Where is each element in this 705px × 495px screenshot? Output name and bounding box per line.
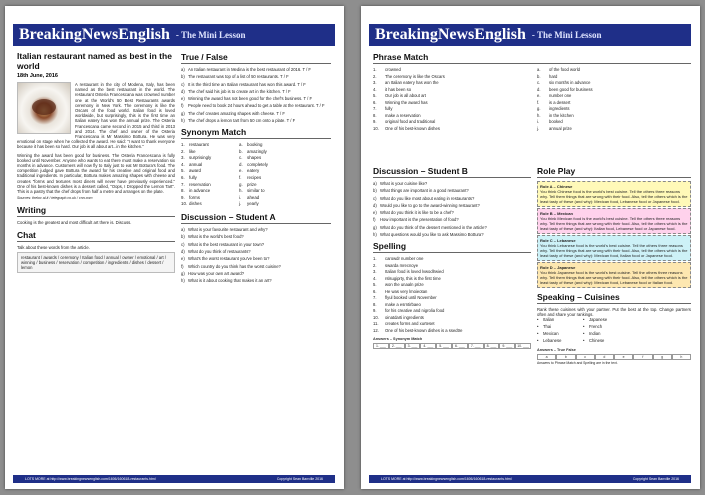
phrase-match-text: original food and traditional [385,119,436,124]
discB-item [373,181,531,186]
synonym-right-letter: d. [239,161,243,167]
discA-item-text: What do you think of restaurants? [188,248,251,254]
cuisine-item: Thai [543,324,552,330]
tf-item-number: b) [181,74,185,80]
discussion-b-list [373,181,531,237]
synonym-left-word: restaurant [189,142,209,148]
tf-item-text: The chef drops a lemon tart from 50 cm onto a plate. T / F [188,118,296,124]
phrase-match-text: six months in advance [549,80,591,85]
discA-item-number: d) [181,248,185,254]
discA-item [181,278,331,283]
discB-item-number: e) [373,210,377,216]
synonym-right-word: recipes [247,175,262,181]
synonym-right-word: eatery [247,168,260,174]
discA-item [181,249,331,254]
phrase-match-heading: Phrase Match [373,52,691,64]
cuisine-item: Chinese [589,337,605,343]
role-card-title: Role C – Lebanese [540,238,576,243]
synonym-right-letter: j. [239,201,242,207]
synonym-left-number: 3. [181,155,185,161]
phrase-match-text: is a dessert [549,99,571,105]
cuisine-bullet: • [537,337,539,343]
spelling-number: 4. [373,275,377,281]
spelling-text: creates forms and xurteset [385,321,435,327]
phrase-match-text: an Italian eatery has won the [385,80,439,85]
synonym-left-number: 9. [181,194,185,200]
phrase-match-right-item [537,126,687,133]
discB-item-number: f) [373,217,376,223]
phrase-match-text: hard [549,73,558,79]
tf-answer-cell: a [537,354,556,360]
phrase-match-number: c. [537,80,541,85]
discB-item-number: h) [373,232,377,238]
chat-heading: Chat [17,230,175,242]
phrase-match-number: j. [537,125,540,131]
cuisine-item: Japanese [589,317,608,323]
spelling-text: swarda mrecnoye [385,262,419,268]
tf-item [181,96,331,101]
tf-item [181,118,331,123]
spelling-number: 9. [373,308,377,314]
tf-item-text: It is the third time an Italian restaurant has won this award. T / F [188,81,306,87]
discB-item-text: What do you think it is like to be a chef? [380,210,454,216]
phrase-match-number: 7. [373,106,377,111]
tf-item-number: h) [181,118,185,124]
tf-item-number: f) [181,103,184,109]
tf-item-text: An Italian restaurant in Medina is the best restaurant of 2016. T / F [188,67,311,72]
cuisine-bullet: • [583,317,585,323]
tf-item [181,111,331,116]
discA-item-text: What is your favourite restaurant and why? [188,227,268,233]
speaking-heading: Speaking – Cuisines [537,292,691,304]
worksheet-page-2 [361,6,700,489]
phrase-match-number: a. [537,67,541,72]
cuisine-bullet: • [537,324,539,330]
synonym-left-number: 1. [181,142,185,148]
phrase-match-text: booked [549,119,563,124]
article-paragraph-1: A restaurant in the city of Modena, Italy, has been named as the best restaurant in the world. The restaurant Osteria Francescana was crowned number one at the World's 50 Best Restaurants awards ceremony in New York. The ceremony is like the Oscars of the food world. Italian food is loved worldwide, but surprisingly, this is the first time an Italian eatery has won the annual prize. The Osteria Francescana came second in 2015 and third in 2013 and 2014. The chef and owner of the Osteria Francescana is Mr Massimo Bottura. He was very emotional on stage when he collected the award. He said: "I want to thank everyone because it has been so hard. Our job is all about art...in the kitchen." [17,82,175,150]
phrase-match-number: d. [537,86,541,92]
phrase-match-number: 1. [373,67,377,72]
role-card-title: Role A – Chinese [540,184,573,189]
discussion-a-list [181,227,331,283]
spelling-number: 10. [373,314,379,320]
synonym-right-word: shapes [247,155,262,161]
spelling-text: rslsugiprty, this is the first time [385,275,441,281]
article-sources: Sources: theloc al.it / telegraph.co.uk / cnn.com [17,196,93,201]
synonym-right-word: amazingly [247,148,267,154]
tf-answer-cell: c [576,354,595,360]
phrase-match-text: it has been so [385,86,412,92]
synonym-right-word: ahead [247,194,260,200]
tf-item-text: People need to book 24 hours ahead to get a table at the restaurant. T / F [188,103,325,109]
synonym-left-number: 6. [181,175,185,181]
spelling-text: oinatdarti ingredients [385,314,424,320]
answer-cell: 1. ___ [373,343,389,349]
brand-title: BreakingNewsEnglish [19,26,170,43]
article-column [17,52,175,273]
role-card [537,181,691,207]
roleplay-column [537,166,691,366]
answer-cell: 5. ___ [436,343,452,349]
role-card [537,235,691,261]
synonym-left-word: fully [189,175,197,181]
tf-answer-cell: e [614,354,633,360]
cuisine-item: Italian [543,317,555,323]
synonym-left-word: surprisingly [189,155,212,161]
spelling-list [373,256,531,334]
phrase-match-left [373,67,531,132]
synonym-right-word: completely [247,161,268,167]
discB-item-number: d) [373,202,377,208]
true-false-heading: True / False [181,52,331,64]
synonym-left-number: 2. [181,148,185,154]
footer-link[interactable]: LOTS MORE at http://www.breakingnewsenglish.com/1606/160618-restaurants.html [381,477,512,481]
chat-intro: Talk about these words from the article. [17,244,90,250]
phrase-match-text: fully [385,106,393,111]
spelling-text: for his creative and nigrolia food [385,308,445,314]
synonym-left-word: award [189,168,201,174]
phrase-match-text: of the food world [549,67,580,72]
footer-bar [369,475,691,483]
discB-item-text: What things are important in a good restaurant? [380,188,469,194]
discB-item [373,203,531,208]
cuisine-bullet: • [583,331,585,336]
discA-item-number: e) [181,256,185,262]
synonym-right-word: prize [247,181,257,187]
discA-item [181,227,331,232]
synonym-left-number: 7. [181,181,185,187]
phrase-match-number: 8. [373,112,377,118]
spelling-text: Italian food is loved lvwodlrwied [385,269,444,275]
footer-copyright: Copyright Sean Banville 2016 [632,477,679,481]
header-banner [369,24,691,46]
synonym-right-letter: b. [239,148,243,154]
synonym-right-letter: f. [239,175,242,181]
synonym-left-word: forms [189,194,200,200]
discB-item [373,232,531,237]
discA-item-number: h) [181,278,185,284]
spelling-text: make a esrntirbaeo [385,301,421,307]
synonym-answers-label: Answers – Synonym Match [373,337,423,342]
brand-tagline: - The Mini Lesson [531,30,602,40]
discB-item-number: c) [373,195,377,201]
phrase-match-number: i. [537,119,540,124]
discB-item-text: What is your cuisine like? [380,181,428,186]
phrase-match-text: been good for business [549,86,593,92]
tf-item-number: d) [181,88,185,94]
discA-item [181,264,331,269]
phrase-match-number: 2. [373,73,377,79]
discB-item [373,188,531,193]
phrase-match-number: 5. [373,93,377,98]
cuisine-bullet: • [583,337,585,343]
phrase-match-right [537,67,687,132]
tf-item [181,103,331,108]
synonym-right-letter: h. [239,188,243,194]
answer-cell: 10. ___ [515,343,531,349]
spelling-number: 11. [373,321,379,327]
cuisine-item: Mexican [543,331,559,336]
synonym-left-word: like [189,148,196,154]
synonym-right-letter: c. [239,155,243,161]
tf-item-number: a) [181,67,185,72]
role-card-text: You think Chinese food is the world's best cuisine. Tell the others three reasons why. Tell them things that are wrong with their food. Also, tell the others which is the least tasty of these (and why): Mexican food, Lebanese food or Japanese food. [540,189,688,204]
phrase-match-number: 4. [373,86,377,92]
phrase-match-text: annual prize [549,125,572,131]
discA-item-number: c) [181,241,185,247]
phrase-match-text: make a reservation [385,112,421,118]
writing-prompt: Cooking is the greatest and most difficult art there is. Discuss. [17,220,132,226]
discA-item-number: a) [181,227,185,233]
phrase-match-number: b. [537,73,541,79]
dish-photo [17,82,71,134]
phrase-match-text: The ceremony is like the Oscars [385,73,445,79]
tf-item-number: c) [181,81,185,87]
synonym-left-number: 8. [181,188,185,194]
discB-item-text: What do you think of the dessert mentioned in the article? [380,224,487,230]
cuisine-bullet: • [537,331,539,336]
phrase-match-number: 3. [373,80,377,85]
article-date: 18th June, 2016 [17,73,58,79]
synonym-answers-row [373,343,531,349]
phrase-match-text: number one [549,93,572,98]
discB-item [373,196,531,201]
discB-item-text: How important is the presentation of food? [380,217,459,223]
synonym-right-word: yearly [247,201,259,207]
discB-item-text: What do you like most about eating in restaurants? [380,195,475,201]
discB-item-text: What questions would you like to ask Massimo Bottura? [380,232,484,238]
brand-title: BreakingNewsEnglish [375,26,526,43]
synonym-right-letter: g. [239,181,243,187]
discB-item [373,217,531,222]
role-card [537,262,691,288]
phrase-match-text: Our job is all about art [385,93,426,98]
synonym-right-letter: e. [239,168,243,174]
discussion-a-heading: Discussion – Student A [181,212,331,224]
discA-item [181,256,331,261]
discA-item-text: What is the world's best food? [188,234,244,240]
answer-cell: 7. ___ [468,343,484,349]
spelling-number: 7. [373,295,377,301]
phrase-match-text: Winning the award has [385,99,428,105]
tf-answer-cell: f [633,354,652,360]
discA-item-text: What's the worst restaurant you've been to? [188,256,270,262]
footer-link[interactable]: LOTS MORE at http://www.breakingnewsenglish.com/1606/160618-restaurants.html [25,477,156,481]
answer-cell: 6. ___ [452,343,468,349]
synonym-left-word: dishes [189,201,202,207]
cuisine-bullet: • [537,317,539,323]
role-card-text: You think Japanese food is the world's best cuisine. Tell the others three reasons why. Tell them things that are wrong with their food. Also, tell the others which is the least tasty of these (and why): Mexican food, Lebanese food or Italian food. [540,270,688,285]
discA-item-number: g) [181,270,185,276]
role-card [537,208,691,234]
synonym-left-number: 5. [181,168,185,174]
article-paragraph-2: Winning the award has been good for business. The Osteria Francescana is fully booked until November. Anyone who wants to eat there must make a reservation six months in advance. Customers will now fly to Italy just to eat Mr Bottura's food. The competition judged gave Bottura the award for his creative and original food and traditional ingredients. In particular, Bottura makes amazing shapes with cheese and creates "forms and textures most diners will never have previously experienced." One of his best-known dishes is a dessert called, "Oops, I Dropped the Lemon Tart". This is a pastry that the chef drops from half a metre and arranges on the plate. [17,152,175,195]
true-false-list [181,67,331,123]
footer-copyright: Copyright Sean Banville 2016 [276,477,323,481]
tf-item-text: Winning the award has not been good for the chef's business. T / F [188,96,313,102]
speaking-intro: Rank these cuisines with your partner. Put the best at the top. Change partners often and share your rankings. [537,307,691,318]
synonym-right-letter: i. [239,194,242,200]
tf-answers-label: Answers – True False [537,347,576,352]
article-body [17,82,175,150]
writing-heading: Writing [17,205,175,217]
role-card-title: Role B – Mexican [540,211,573,216]
spelling-number: 8. [373,301,377,307]
tf-item-text: The chef creates amazing shapes with cheese. T / F [188,110,285,116]
cuisine-item: Lebanese [543,337,562,343]
article-title: Italian restaurant named as best in the world [17,51,172,71]
synonym-right-letter: a. [239,142,243,148]
discA-item-number: f) [181,263,184,269]
discA-item-text: What is it about cooking that makes it an art? [188,278,272,284]
spelling-number: 12. [373,327,379,333]
footer-bar [13,475,335,483]
phrase-match-columns [373,67,691,132]
spelling-text: carowdr number one [385,256,424,262]
cuisine-bullet: • [583,324,585,330]
phrase-match-number: 9. [373,119,377,124]
phrase-match-text: One of his best-known dishes [385,125,440,131]
spelling-heading: Spelling [373,241,531,253]
phrase-match-number: h. [537,112,541,118]
cuisine-item: Indian [589,331,601,336]
spelling-number: 1. [373,256,377,262]
worksheet-page-1 [5,6,344,489]
phrase-match-number: 10. [373,125,379,131]
tf-answer-cell: g [653,354,672,360]
tf-item-number: g) [181,110,185,116]
synonym-right-word: similar to [247,188,265,194]
tf-answers-row [537,354,691,360]
role-card-title: Role D – Japanese [540,265,576,270]
role-card-text: You think Lebanese food is the world's best cuisine. Tell the others three reasons why. Tell them things that are wrong with their food. Also, tell the others which is the least tasty of these (and why): Mexican food, Italian food or Japanese food. [540,243,688,258]
exercise-column-2 [373,166,531,349]
spelling-text: flyul booked until November [385,295,437,301]
spelling-number: 3. [373,269,377,275]
discA-item-text: What is the best restaurant in your town? [188,241,265,247]
phrase-match-text: ingredients [549,106,570,111]
synonym-left-number: 4. [181,161,185,167]
phrase-match-number: 6. [373,99,377,105]
role-cards [537,181,691,288]
brand-tagline: - The Mini Lesson [175,30,246,40]
answer-cell: 4. ___ [420,343,436,349]
tf-item [181,82,331,87]
tf-answer-cell: h [672,354,691,360]
phrase-match-text: crowned [385,67,401,72]
role-play-heading: Role Play [537,166,691,178]
exercise-column-1 [181,52,331,285]
tf-item-text: The restaurant was top of a list of 50 restaurants. T / F [188,74,289,80]
discA-item-text: How was your own art award? [188,270,245,276]
answer-cell: 8. ___ [484,343,500,349]
spelling-item [373,328,531,335]
answers-note: Answers to Phrase Match and Spelling are in the text. [537,360,618,365]
discB-item-number: b) [373,188,377,194]
spelling-number: 2. [373,262,377,268]
discussion-b-heading: Discussion – Student B [373,166,531,178]
discB-item-text: Would you like to go to the award-winning restaurant? [380,202,480,208]
discA-item-text: Which country do you think has the worst cuisine? [188,263,281,269]
phrase-match-number: e. [537,93,541,98]
phrase-match-left-item [373,126,531,133]
synonym-left-word: reservation [189,181,211,187]
discA-item-number: b) [181,234,185,240]
spelling-text: won the unaaln prize [385,282,424,288]
header-banner [13,24,335,46]
discB-item-number: g) [373,224,377,230]
answer-cell: 9. ___ [499,343,515,349]
synonym-left-number: 10. [181,201,188,207]
discA-item [181,242,331,247]
phrase-match-text: in the kitchen [549,112,574,118]
phrase-match-number: g. [537,106,541,111]
discB-item [373,225,531,230]
tf-item-text: The chef said his job is to create art in the kitchen. T / F [188,88,291,94]
synonym-left-word: annual [189,161,203,167]
spelling-number: 6. [373,288,377,294]
tf-item-number: e) [181,96,185,102]
discA-item [181,271,331,276]
tf-item [181,74,331,79]
phrase-match-number: f. [537,99,540,105]
spelling-number: 5. [373,282,377,288]
answer-cell: 2. ___ [389,343,405,349]
tf-item [181,89,331,94]
synonym-right-word: booking [247,142,263,148]
discA-item [181,234,331,239]
synonym-left-word: in advance [189,188,211,194]
cuisine-item: French [589,324,603,330]
role-card-text: You think Mexican food is the world's best cuisine. Tell the others three reasons why. Tell them things that are wrong with their food. Also, tell the others which is the least tasty of these (and why): Italian food, Lebanese food or Japanese food. [540,216,688,231]
discB-item [373,210,531,215]
discB-item-number: a) [373,181,377,186]
tf-item [181,67,331,72]
phrase-match-section [373,52,691,132]
spelling-text: One of his best-known dishes is a ssedtre [385,327,463,333]
tf-answer-cell: d [595,354,614,360]
cuisine-grid [537,317,691,344]
synonym-heading: Synonym Match [181,127,331,139]
answer-cell: 3. ___ [405,343,421,349]
synonym-grid [181,142,331,208]
tf-answer-cell: b [556,354,575,360]
chat-word-box: restaurant / awards / ceremony / Italian food / annual / owner / emotional / art / winning / business / reservation / competition / ingredients / dishes / dessert / lemon [17,252,175,274]
spelling-text: He was very lmoieotan [385,288,428,294]
